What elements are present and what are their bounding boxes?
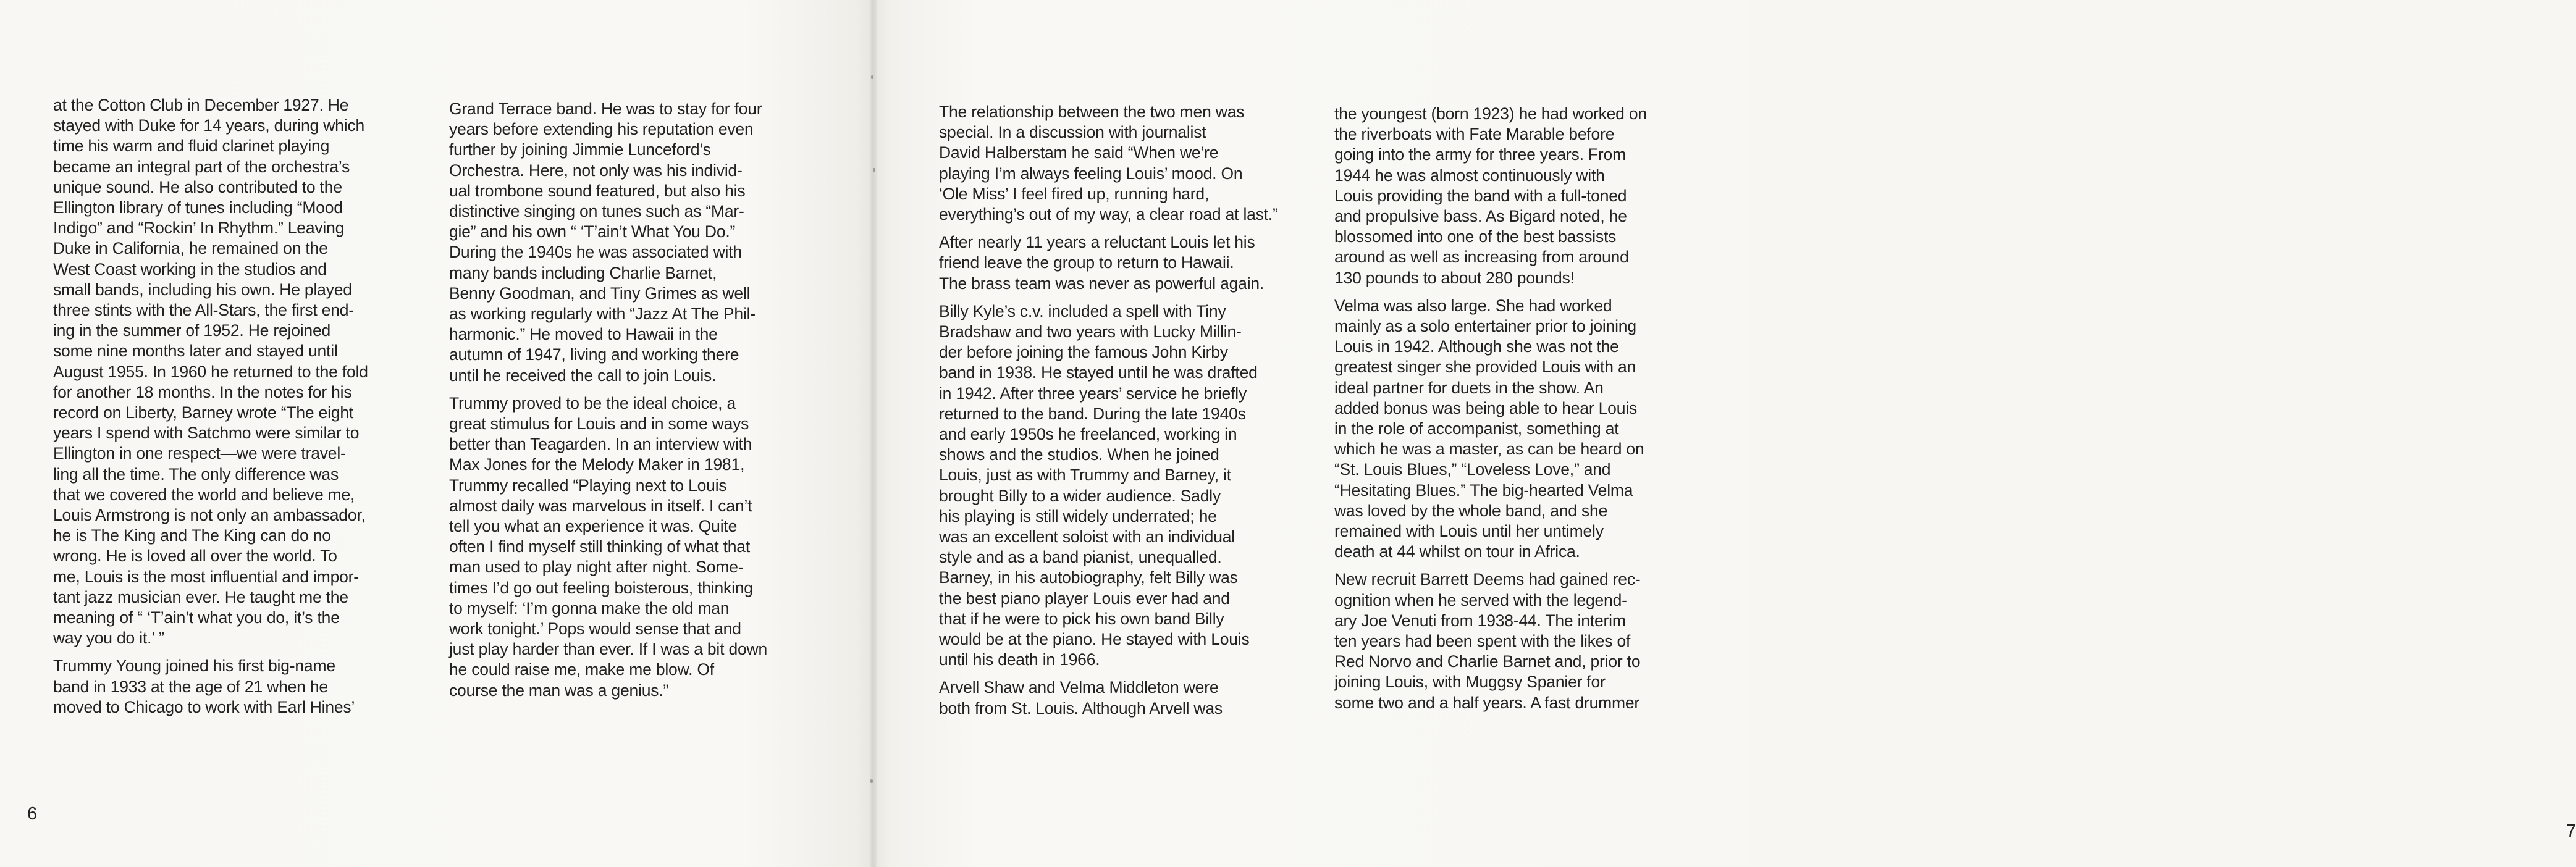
paragraph-barrett-deems: New recruit Barrett Deems had gained rec- ognition when he served with the legend- ary Joe Venuti from 1938-44. The interim ten years had been spent with the likes of Red Norvo and Charlie Barnet and, prior to joining Louis, with Muggsy Spanier for some two and a half years. A fast drummer: [1334, 570, 1641, 712]
paragraph-trummy-career: Grand Terrace band. He was to stay for four years before extending his reputation even further by joining Jimmie Lunceford’s Orchestra. Here, not only was his individ- ual trombone sound featured, but also his distinctive singing on tunes such as “Mar- gie” and his own “ ‘T’ain’t What You Do.” During the 1940s he was associated with many bands including Charlie Barnet, Benny Goodman, and Tiny Grimes as well as working regularly with “Jazz At The Phil- harmonic.” He moved to Hawaii in the autumn of 1947, living and working there until he received the call to join Louis.: [449, 99, 762, 385]
paragraph-velma-middleton: Velma was also large. She had worked mainly as a solo entertainer prior to joining Louis in 1942. Although she was not the greatest singer she provided Louis with an ideal partner for duets in the show. An added bonus was being able to hear Louis in the role of accompanist, something at which he was a master, as can be heard on “St. Louis Blues,” “Loveless Love,” and “Hesitating Blues.” The big-hearted Velma was loved by the whole band, and she remained with Louis until her untimely death at 44 whilst on tour in Africa.: [1334, 296, 1644, 561]
paragraph-trummy-young-intro: Trummy Young joined his first big-name band in 1933 at the age of 21 when he moved to Chicago to work with Earl Hines’: [53, 656, 355, 716]
gutter-mark: [870, 779, 873, 783]
paragraph-relationship: The relationship between the two men was special. In a discussion with journalist David Halberstam he said “When we’re playing I’m always feeling Louis’ mood. On ‘Ole Miss’ I feel fired up, running hard, everything’s out of my way, a clear road at last.”: [939, 103, 1278, 224]
page-number-left: 6: [27, 804, 38, 824]
left-page-column-1: [53, 95, 418, 725]
gutter-mark: [871, 75, 873, 79]
book-gutter: [870, 0, 877, 867]
paragraph-arvell-velma-intro: Arvell Shaw and Velma Middleton were both from St. Louis. Although Arvell was: [939, 678, 1223, 718]
gutter-mark: [873, 168, 875, 172]
right-page-column-3: [939, 102, 1322, 726]
right-page-column-4: [1334, 104, 1705, 721]
paragraph-leave-hawaii: After nearly 11 years a reluctant Louis let his friend leave the group to return to Hawaii. The brass team was never as powerful again.: [939, 233, 1265, 293]
paragraph-arvell-shaw: the youngest (born 1923) he had worked on the riverboats with Fate Marable before going into the army for three years. From 1944 he was almost continuously with Louis providing the band with a full-toned and propulsive bass. As Bigard noted, he blossomed into one of the best bassists around as well as increasing from around 130 pounds to about 280 pounds!: [1334, 104, 1647, 287]
left-page: [0, 0, 873, 867]
left-page-column-2: [449, 99, 820, 708]
paragraph-barney-bigard: at the Cotton Club in December 1927. He stayed with Duke for 14 years, during which time his warm and fluid clarinet playing became an integral part of the orchestra’s unique sound. He also contributed to the Ellington library of tunes including “Mood Indigo” and “Rockin’ In Rhythm.” Leaving Duke in California, he remained on the West Coast working in the studios and small bands, including his own. He played three stints with the All-Stars, the first end- ing in the summer of 1952. He rejoined some nine months later and stayed until August 1955. In 1960 he returned to the fold for another 18 months. In the notes for his record on Liberty, Barney wrote “The eight years I spend with Satchmo were similar to Ellington in one respect—we were travel- ling all the time. The only difference was that we covered the world and believe me, Louis Armstrong is not only an ambassador, he is The King and The King can do no wrong. He is loved all over the world. To me, Louis is the most influential and impor- tant jazz musician ever. He taught me the meaning of “ ‘T’ain’t what you do, it’s the way you do it.’ ”: [53, 96, 368, 648]
paragraph-billy-kyle: Billy Kyle’s c.v. included a spell with Tiny Bradshaw and two years with Lucky Millin- der before joining the famous John Kirby band in 1938. He stayed until he was drafted in 1942. After three years’ service he briefly returned to the band. During the late 1940s and early 1950s he freelanced, working in shows and the studios. When he joined Louis, just as with Trummy and Barney, it brought Billy to a wider audience. Sadly his playing is still widely underrated; he was an excellent soloist with an individual style and as a band pianist, unequalled. Barney, in his autobiography, felt Billy was the best piano player Louis ever had and that if he were to pick his own band Billy would be at the piano. He stayed with Louis until his death in 1966.: [939, 301, 1258, 669]
page-number-right: 7: [2566, 821, 2576, 841]
paragraph-trummy-quote: Trummy proved to be the ideal choice, a great stimulus for Louis and in some ways better than Teagarden. In an interview with Max Jones for the Melody Maker in 1981, Trummy recalled “Playing next to Louis almost daily was marvelous in itself. I can’t tell you what an experience it was. Quite often I find myself still thinking of what that man used to play night after night. Some- times I’d go out feeling boisterous, thinking to myself: ‘I’m gonna make the old man work tonight.’ Pops would sense that and just play harder than ever. If I was a bit down he could raise me, make me blow. Of course the man was a genius.”: [449, 393, 767, 700]
